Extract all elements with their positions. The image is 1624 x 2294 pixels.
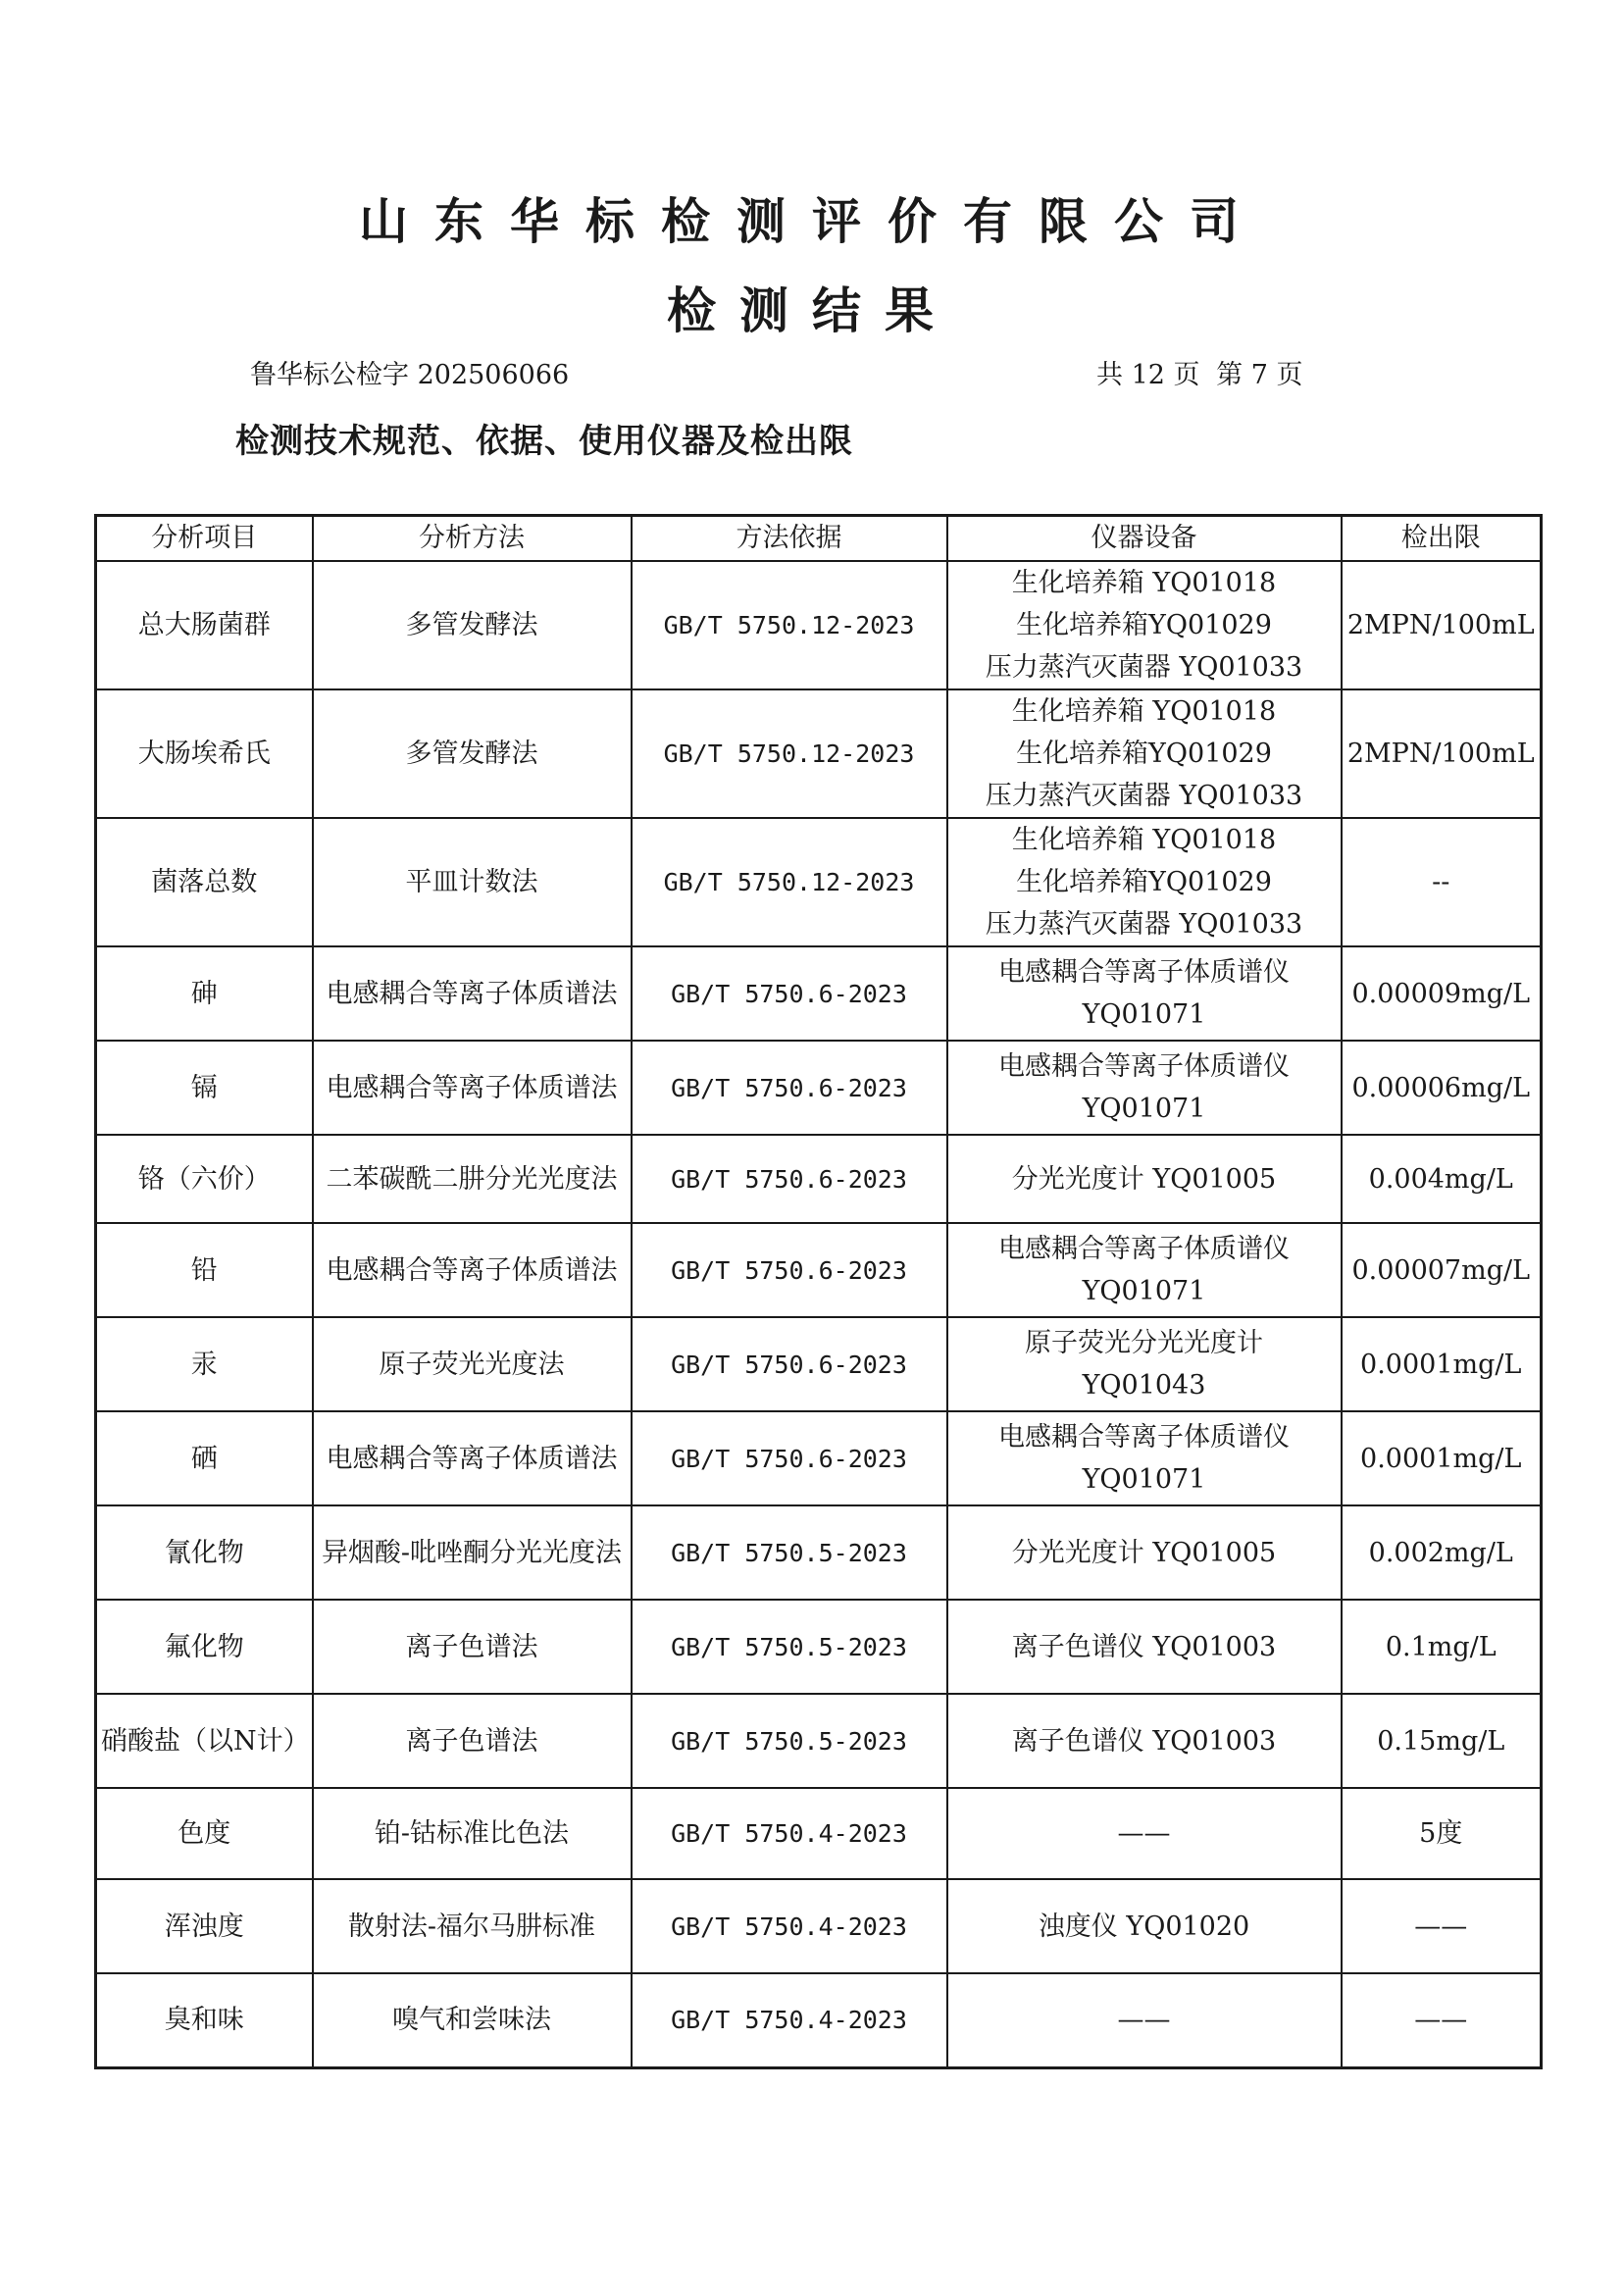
instrument-line: 电感耦合等离子体质谱仪 [998, 1051, 1290, 1082]
instrument-line: 生化培养箱 YQ01018 [1011, 825, 1277, 855]
cell-item: 铅 [96, 1223, 313, 1317]
instrument-line: 电感耦合等离子体质谱仪 [998, 957, 1290, 988]
cell-limit: 0.00006mg/L [1342, 1041, 1542, 1135]
table-row [96, 946, 1542, 1041]
instrument-line: 分光光度计 YQ01005 [1011, 1163, 1277, 1195]
cell-basis: GB/T 5750.6-2023 [632, 1223, 947, 1317]
cell-item: 硝酸盐（以N计） [96, 1694, 313, 1788]
table-row [96, 1223, 1542, 1317]
instrument-line: YQ01043 [1082, 1370, 1206, 1401]
instrument-line: 生化培养箱YQ01029 [1016, 610, 1272, 640]
column-header-instrument: 仪器设备 [947, 516, 1342, 562]
instrument-line: YQ01071 [1082, 1094, 1206, 1124]
table-row [96, 1694, 1542, 1788]
cell-method: 电感耦合等离子体质谱法 [313, 1411, 632, 1505]
cell-method: 原子荧光光度法 [313, 1317, 632, 1411]
cell-item: 色度 [96, 1788, 313, 1879]
instrument-line: 电感耦合等离子体质谱仪 [998, 1422, 1290, 1453]
instrument-line: 生化培养箱YQ01029 [1016, 867, 1272, 897]
cell-basis: GB/T 5750.4-2023 [632, 1788, 947, 1879]
cell-item: 臭和味 [96, 1973, 313, 2067]
cell-basis: GB/T 5750.5-2023 [632, 1694, 947, 1788]
instrument-line: 生化培养箱 YQ01018 [1011, 696, 1277, 727]
cell-basis: GB/T 5750.5-2023 [632, 1600, 947, 1694]
total-pages: 共 12 页 [1096, 360, 1200, 390]
cell-item: 硒 [96, 1411, 313, 1505]
cell-item: 菌落总数 [96, 818, 313, 946]
cell-basis: GB/T 5750.6-2023 [632, 1041, 947, 1135]
section-title: 检测技术规范、依据、使用仪器及检出限 [235, 422, 853, 461]
cell-limit: 0.004mg/L [1342, 1135, 1542, 1223]
cell-method: 二苯碳酰二肼分光光度法 [313, 1135, 632, 1223]
cell-limit: 0.00009mg/L [1342, 946, 1542, 1041]
cell-basis: GB/T 5750.4-2023 [632, 1973, 947, 2067]
cell-limit: 0.00007mg/L [1342, 1223, 1542, 1317]
instrument-line: 电感耦合等离子体质谱仪 [998, 1234, 1290, 1264]
cell-basis: GB/T 5750.12-2023 [632, 689, 947, 818]
cell-limit: -- [1342, 818, 1542, 946]
cell-method: 电感耦合等离子体质谱法 [313, 946, 632, 1041]
cell-item: 总大肠菌群 [96, 561, 313, 689]
cell-method: 电感耦合等离子体质谱法 [313, 1041, 632, 1135]
document-title: 检测结果 [667, 281, 957, 339]
cell-instrument [947, 1223, 1342, 1317]
cell-method: 异烟酸-吡唑酮分光光度法 [313, 1505, 632, 1600]
cell-instrument [947, 818, 1342, 946]
cell-limit: 2MPN/100mL [1342, 561, 1542, 689]
cell-method: 电感耦合等离子体质谱法 [313, 1223, 632, 1317]
cell-method: 离子色谱法 [313, 1694, 632, 1788]
instrument-line: YQ01071 [1082, 1276, 1206, 1306]
instrument-line: 原子荧光分光光度计 [1025, 1328, 1263, 1358]
cell-instrument [947, 1694, 1342, 1788]
cell-method: 多管发酵法 [313, 689, 632, 818]
cell-instrument [947, 1788, 1342, 1879]
cell-basis: GB/T 5750.6-2023 [632, 946, 947, 1041]
cell-item: 大肠埃希氏 [96, 689, 313, 818]
current-page: 第 7 页 [1216, 360, 1303, 390]
cell-basis: GB/T 5750.12-2023 [632, 561, 947, 689]
instrument-line: 浊度仪 YQ01020 [1038, 1911, 1250, 1942]
cell-method: 多管发酵法 [313, 561, 632, 689]
cell-instrument [947, 689, 1342, 818]
table-row [96, 1505, 1542, 1600]
table-body [96, 561, 1542, 2067]
cell-instrument [947, 1041, 1342, 1135]
table-row [96, 1600, 1542, 1694]
cell-instrument [947, 1600, 1342, 1694]
instrument-line: 压力蒸汽灭菌器 YQ01033 [985, 909, 1303, 940]
instrument-line: 离子色谱仪 YQ01003 [1011, 1725, 1277, 1757]
instrument-line: 压力蒸汽灭菌器 YQ01033 [985, 652, 1303, 683]
column-header-basis: 方法依据 [632, 516, 947, 562]
cell-item: 氟化物 [96, 1600, 313, 1694]
cell-item: 铬（六价） [96, 1135, 313, 1223]
cell-instrument [947, 1505, 1342, 1600]
column-header-item: 分析项目 [96, 516, 313, 562]
cell-basis: GB/T 5750.4-2023 [632, 1879, 947, 1973]
table-row [96, 1317, 1542, 1411]
cell-basis: GB/T 5750.6-2023 [632, 1411, 947, 1505]
cell-limit: 0.15mg/L [1342, 1694, 1542, 1788]
cell-limit: 0.0001mg/L [1342, 1317, 1542, 1411]
table-row [96, 1788, 1542, 1879]
cell-limit: 0.1mg/L [1342, 1600, 1542, 1694]
cell-method: 离子色谱法 [313, 1600, 632, 1694]
cell-basis: GB/T 5750.6-2023 [632, 1317, 947, 1411]
cell-instrument [947, 561, 1342, 689]
cell-method: 嗅气和尝味法 [313, 1973, 632, 2067]
cell-instrument [947, 946, 1342, 1041]
instrument-line: 压力蒸汽灭菌器 YQ01033 [985, 781, 1303, 811]
table-header-row [96, 516, 1542, 562]
cell-limit: 2MPN/100mL [1342, 689, 1542, 818]
instrument-line: —— [1117, 1818, 1171, 1849]
instrument-line: 生化培养箱 YQ01018 [1011, 568, 1277, 598]
instrument-line: 离子色谱仪 YQ01003 [1011, 1631, 1277, 1662]
table-row [96, 818, 1542, 946]
instrument-line: —— [1117, 2005, 1171, 2036]
table-row [96, 1135, 1542, 1223]
column-header-method: 分析方法 [313, 516, 632, 562]
cell-item: 浑浊度 [96, 1879, 313, 1973]
cell-limit: 5度 [1342, 1788, 1542, 1879]
cell-basis: GB/T 5750.5-2023 [632, 1505, 947, 1600]
cell-basis: GB/T 5750.6-2023 [632, 1135, 947, 1223]
instrument-line: YQ01071 [1082, 999, 1206, 1030]
cell-instrument [947, 1879, 1342, 1973]
cell-item: 镉 [96, 1041, 313, 1135]
cell-instrument [947, 1135, 1342, 1223]
table-row [96, 689, 1542, 818]
table-row [96, 561, 1542, 689]
instrument-line: YQ01071 [1082, 1464, 1206, 1495]
cell-method: 散射法-福尔马肼标准 [313, 1879, 632, 1973]
report-number: 鲁华标公检字 202506066 [250, 360, 570, 390]
cell-instrument [947, 1411, 1342, 1505]
instrument-line: 生化培养箱YQ01029 [1016, 739, 1272, 769]
table-row [96, 1973, 1542, 2067]
column-header-limit: 检出限 [1342, 516, 1542, 562]
cell-instrument [947, 1317, 1342, 1411]
cell-method: 铂-钴标准比色法 [313, 1788, 632, 1879]
table-row [96, 1879, 1542, 1973]
page-info [1096, 357, 1310, 394]
cell-method: 平皿计数法 [313, 818, 632, 946]
cell-limit: 0.002mg/L [1342, 1505, 1542, 1600]
cell-limit: —— [1342, 1879, 1542, 1973]
table-row [96, 1411, 1542, 1505]
company-name: 山东华标检测评价有限公司 [359, 192, 1265, 250]
cell-item: 氰化物 [96, 1505, 313, 1600]
cell-basis: GB/T 5750.12-2023 [632, 818, 947, 946]
cell-limit: 0.0001mg/L [1342, 1411, 1542, 1505]
table-row [96, 1041, 1542, 1135]
results-table [94, 514, 1543, 2069]
cell-instrument [947, 1973, 1342, 2067]
instrument-line: 分光光度计 YQ01005 [1011, 1537, 1277, 1568]
cell-item: 砷 [96, 946, 313, 1041]
cell-limit: —— [1342, 1973, 1542, 2067]
cell-item: 汞 [96, 1317, 313, 1411]
